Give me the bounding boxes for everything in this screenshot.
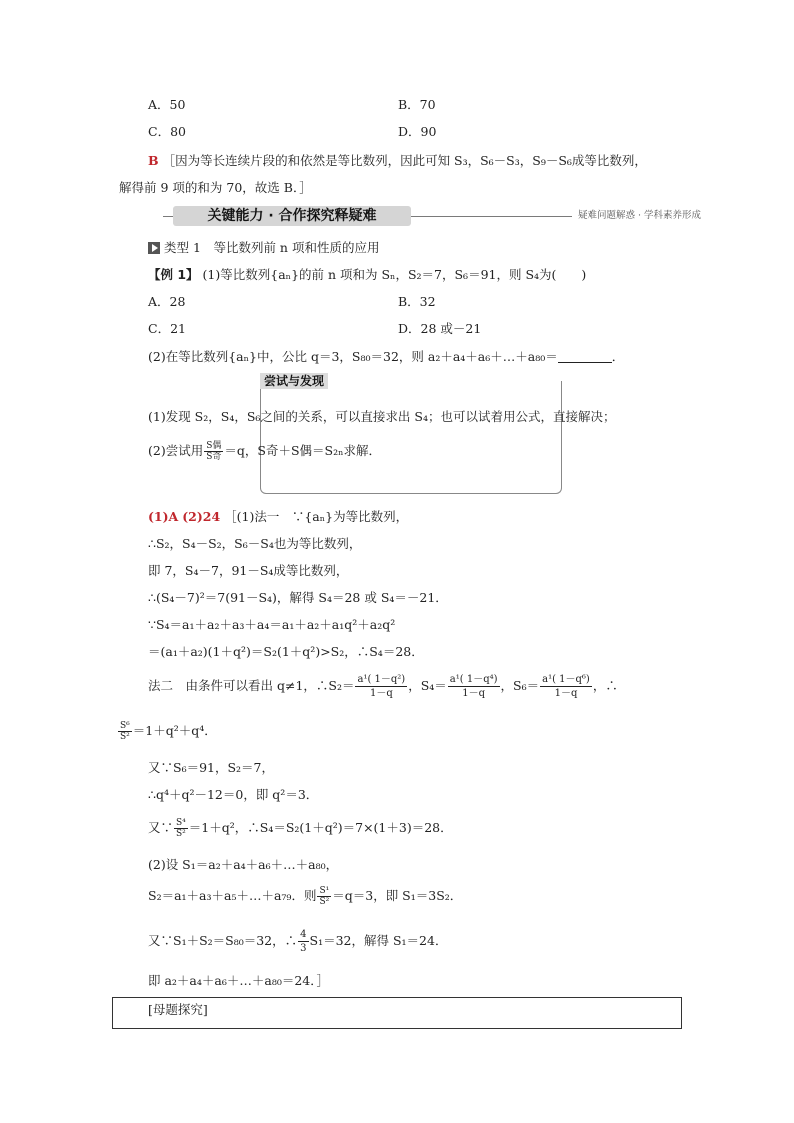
- frac2-num: a¹( 1－q⁴): [449, 674, 498, 685]
- ratio-num: S⁶: [120, 721, 130, 731]
- solution-line5: ∵S₄＝a₁＋a₂＋a₃＋a₄＝a₁＋a₂＋a₁q²＋a₂q²: [148, 617, 396, 632]
- try-line2-pre: (2)尝试用: [148, 443, 204, 458]
- try-line2: [148, 436, 381, 466]
- choice-a: A．50: [148, 97, 186, 112]
- example-q2: [148, 349, 624, 365]
- example-q2-text: (2)在等比数列{aₙ}中，公比 q＝3，S₈₀＝32，则 a₂＋a₄＋a₆＋…＋a₈₀＝: [148, 349, 558, 364]
- answer-blank: [558, 350, 612, 363]
- l8-post: S₁＝32，解得 S₁＝24．: [309, 933, 448, 948]
- l5-frac: [174, 818, 188, 839]
- method2-end: ，∴: [592, 678, 618, 693]
- try-frac-den: S奇: [206, 452, 222, 462]
- method2-mid1: ，S₄＝: [408, 678, 447, 693]
- solution-l6: (2)设 S₁＝a₂＋a₄＋a₆＋…＋a₈₀，: [148, 857, 339, 872]
- l7-frac: [317, 886, 331, 907]
- frac2-den: 1－q: [462, 688, 486, 699]
- type-title: 等比数列前 n 项和性质的应用: [213, 240, 380, 255]
- type-heading: [148, 240, 379, 256]
- banner-subtitle: 疑难问题解惑 · 学科素养形成: [572, 209, 701, 223]
- try-tab: 尝试与发现: [260, 373, 328, 389]
- l7-num: S¹: [319, 886, 330, 896]
- solution-line6: ＝(a₁＋a₂)(1＋q²)＝S₂(1＋q²)>S₂，∴S₄＝28．: [148, 644, 424, 659]
- l5-pre: 又∵: [148, 820, 174, 835]
- l7-post: ＝q＝3，即 S₁＝3S₂．: [332, 888, 463, 903]
- method2-frac3: [540, 673, 592, 700]
- try-fraction: [204, 441, 223, 462]
- l5-num: S⁴: [176, 818, 186, 828]
- solution-line2: ∴S₂，S₄－S₂，S₆－S₄也为等比数列，: [148, 536, 362, 551]
- l8-frac: [298, 928, 308, 955]
- solution-l5: [148, 813, 453, 843]
- prev-answer-text1: ［因为等长连续片段的和依然是等比数列，因此可知 S₃，S₆－S₃，S₉－S₆成等比数列，: [162, 153, 647, 168]
- solution-text-0: ［(1)法一 ∵{aₙ}为等比数列，: [224, 509, 409, 524]
- solution-line4: ∴(S₄－7)²＝7(91－S₄)，解得 S₄＝28 或 S₄＝－21．: [148, 590, 448, 605]
- mother-problem-label: [母题探究]: [148, 1002, 208, 1017]
- ratio-post: ＝1＋q²＋q⁴．: [132, 723, 217, 738]
- example-choice-c: C．21: [148, 321, 186, 336]
- type-label: 类型 1: [164, 240, 201, 255]
- try-line1: (1)发现 S₂，S₄，S₆之间的关系，可以直接求出 S₄；也可以试着用公式，直接解决；: [148, 409, 616, 424]
- frac1-den: 1－q: [369, 688, 393, 699]
- method2-pre: 法二 由条件可以看出 q≠1，∴S₂＝: [148, 678, 355, 693]
- solution-line1: [148, 509, 408, 525]
- example-choice-a: A．28: [148, 294, 186, 309]
- l5-den: S²: [176, 829, 186, 839]
- method2-mid2: ，S₆＝: [500, 678, 540, 693]
- method2-line: [148, 670, 618, 702]
- l5-post: ＝1＋q²，∴S₄＝S₂(1＋q²)＝7×(1＋3)＝28．: [188, 820, 453, 835]
- method2-frac2: [448, 673, 500, 700]
- try-frac-num: S偶: [206, 441, 222, 451]
- choice-d: D．90: [398, 124, 437, 139]
- answer-2: (2)24: [182, 509, 221, 524]
- l8-den: 3: [300, 943, 307, 954]
- l8-pre: 又∵S₁＋S₂＝S₈₀＝32，∴: [148, 933, 298, 948]
- choice-c: C．80: [148, 124, 186, 139]
- try-line2-post: ＝q，S奇＋S偶＝S₂ₙ求解．: [224, 443, 382, 458]
- solution-l4: ∴q⁴＋q²－12＝0，即 q²＝3．: [148, 787, 319, 802]
- l7-den: S²: [319, 897, 330, 907]
- ratio-den: S²: [120, 732, 130, 742]
- solution-line3: 即 7，S₄－7，91－S₄成等比数列，: [148, 563, 349, 578]
- example-q2-end: ．: [611, 349, 625, 364]
- solution-l8: [148, 926, 447, 956]
- choice-b: B．70: [398, 97, 436, 112]
- play-triangle-icon: [148, 242, 160, 254]
- method2-frac1: [355, 673, 407, 700]
- solution-l9: 即 a₂＋a₄＋a₆＋…＋a₈₀＝24．］: [148, 973, 329, 988]
- section-banner: [163, 205, 701, 229]
- prev-answer-letter: B: [148, 153, 159, 168]
- solution-l3: 又∵S₆＝91，S₂＝7，: [148, 760, 275, 775]
- example-q1-text: (1)等比数列{aₙ}的前 n 项和为 Sₙ，S₂＝7，S₆＝91，则 S₄为( ): [202, 267, 587, 282]
- frac3-num: a¹( 1－q⁶): [542, 674, 590, 685]
- example-q1: [148, 267, 586, 283]
- frac1-num: a¹( 1－q²): [357, 674, 406, 685]
- method2-result: [117, 716, 217, 746]
- example-tag: 【例 1】: [148, 267, 199, 282]
- l7-pre: S₂＝a₁＋a₃＋a₅＋…＋a₇₉．则: [148, 888, 317, 903]
- prev-answer-line1: [148, 153, 647, 169]
- ratio-frac: [118, 721, 132, 742]
- l8-num: 4: [300, 929, 307, 940]
- example-choice-d: D．28 或－21: [398, 321, 482, 336]
- banner-title: 关键能力 · 合作探究释疑难: [173, 206, 411, 226]
- answer-1: (1)A: [148, 509, 179, 524]
- example-choice-b: B．32: [398, 294, 436, 309]
- solution-l7: [148, 881, 462, 911]
- prev-answer-line2: 解得前 9 项的和为 70，故选 B．］: [119, 180, 312, 195]
- frac3-den: 1－q: [554, 688, 578, 699]
